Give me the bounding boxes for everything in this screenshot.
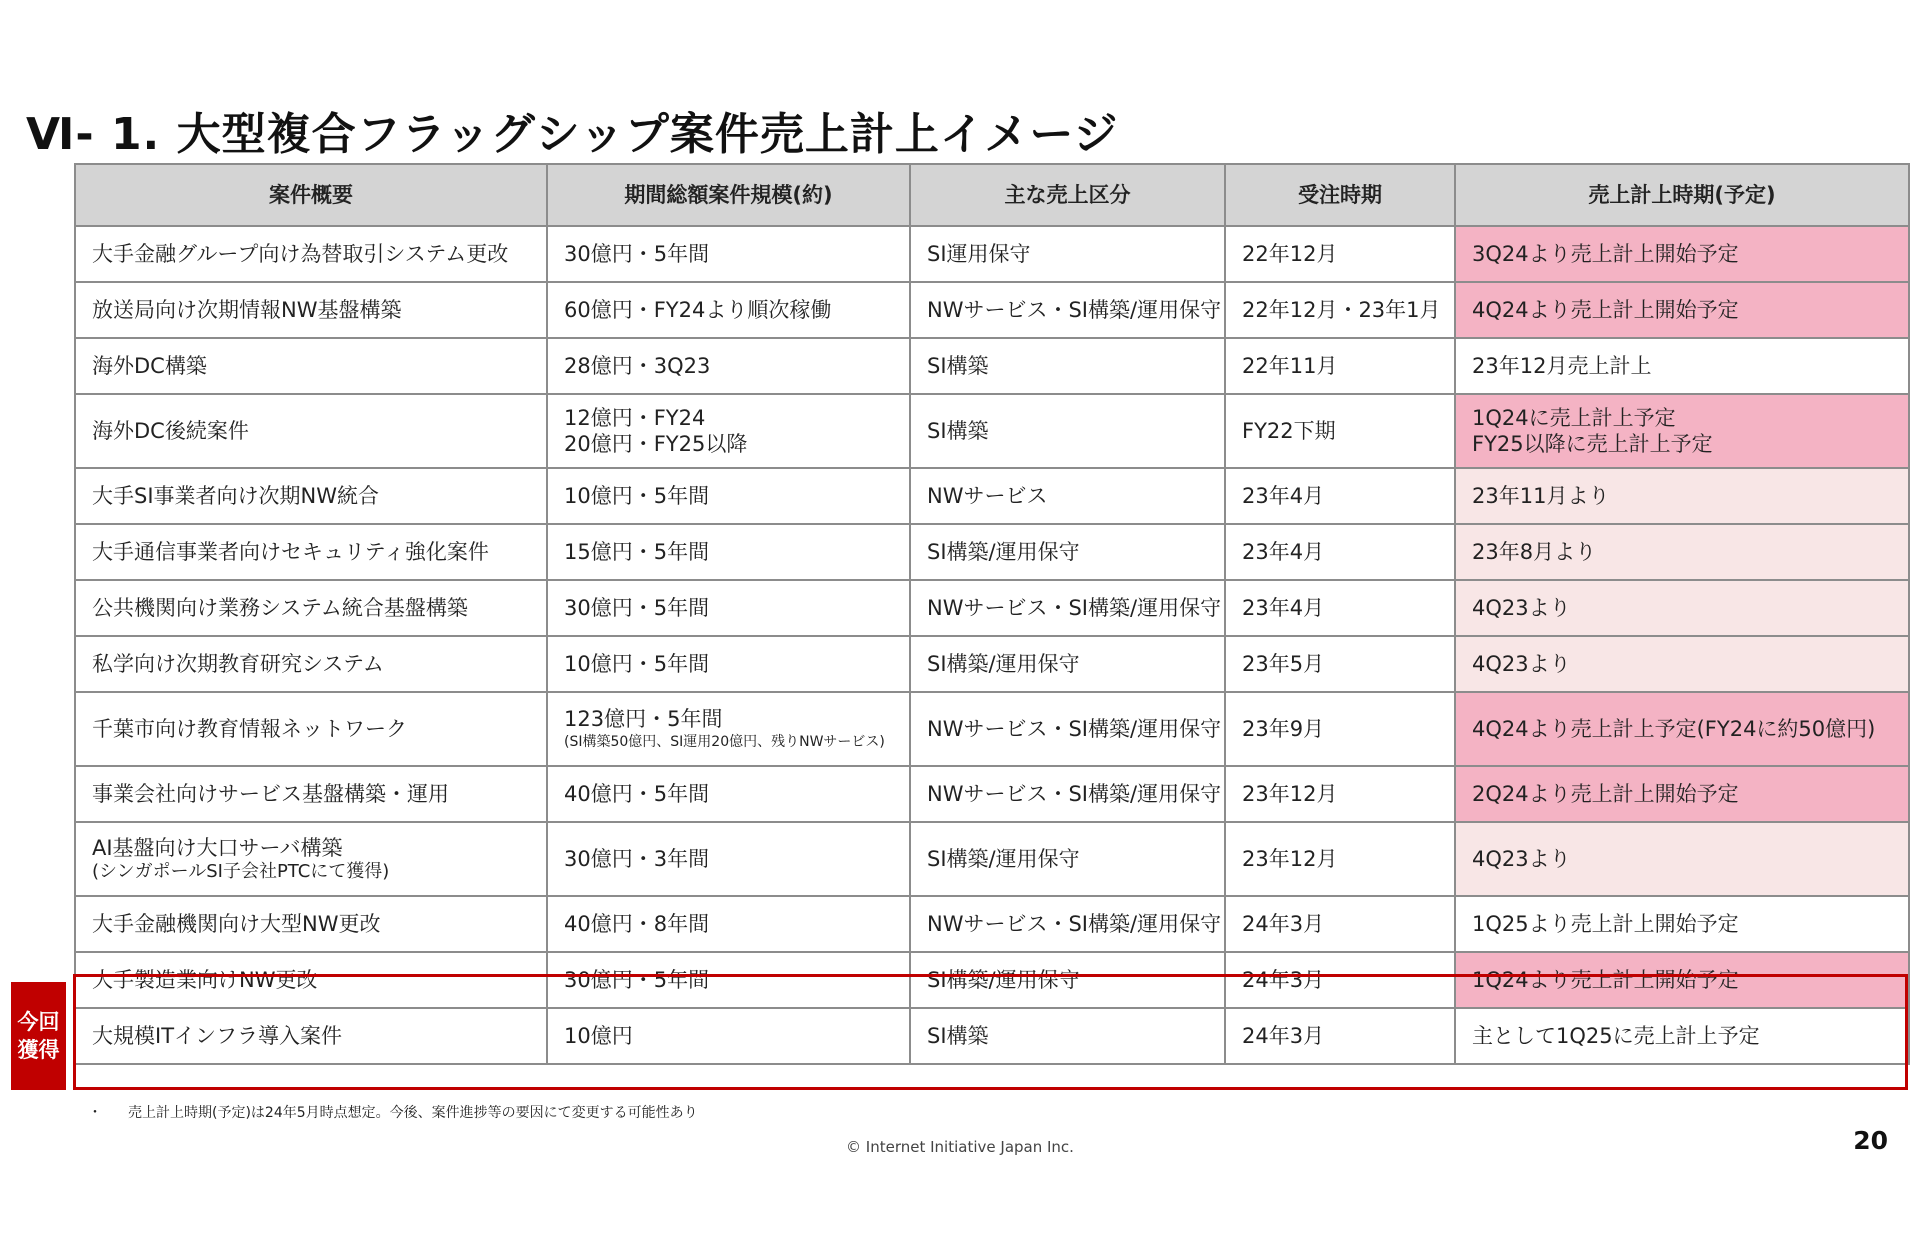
new-acquisition-label xyxy=(11,982,66,1090)
cell-project-scale: 10億円 xyxy=(547,1008,910,1064)
cell-revenue-category: SI構築/運用保守 xyxy=(910,636,1225,692)
cell-revenue-schedule: 23年8月より xyxy=(1455,524,1909,580)
cell-order-period: FY22下期 xyxy=(1225,394,1455,468)
cell-project-name: 公共機関向け業務システム統合基盤構築 xyxy=(75,580,547,636)
scale-line-2: 20億円・FY25以降 xyxy=(564,432,748,456)
page-title: Ⅵ- 1. 大型複合フラッグシップ案件売上計上イメージ xyxy=(26,109,1119,160)
cell-order-period: 23年5月 xyxy=(1225,636,1455,692)
cell-order-period: 22年11月 xyxy=(1225,338,1455,394)
cell-revenue-schedule: 1Q24より売上計上開始予定 xyxy=(1455,952,1909,1008)
cell-order-period: 24年3月 xyxy=(1225,952,1455,1008)
cell-revenue-schedule: 4Q24より売上計上開始予定 xyxy=(1455,282,1909,338)
cell-project-name: 海外DC構築 xyxy=(75,338,547,394)
cell-revenue-schedule: 4Q23より xyxy=(1455,822,1909,896)
new-label-line-1: 今回 xyxy=(17,1010,60,1034)
cell-project-scale: 30億円・5年間 xyxy=(547,580,910,636)
cell-revenue-schedule: 1Q25より売上計上開始予定 xyxy=(1455,896,1909,952)
cell-revenue-category: SI運用保守 xyxy=(910,226,1225,282)
cell-revenue-schedule xyxy=(1455,394,1909,468)
cell-revenue-schedule: 23年11月より xyxy=(1455,468,1909,524)
cell-revenue-category: NWサービス・SI構築/運用保守 xyxy=(910,580,1225,636)
footnote-bullet: ・ xyxy=(88,1105,102,1121)
header-project-scale: 期間総額案件規模(約) xyxy=(547,164,910,226)
cell-project-name: 大規模ITインフラ導入案件 xyxy=(75,1008,547,1064)
cell-project-scale: 40億円・5年間 xyxy=(547,766,910,822)
project-name-note: (シンガポールSI子会社PTCにて獲得) xyxy=(92,861,390,882)
table-row-new xyxy=(75,1008,1909,1064)
cell-project-name: 大手金融グループ向け為替取引システム更改 xyxy=(75,226,547,282)
header-order-period: 受注時期 xyxy=(1225,164,1455,226)
table-row xyxy=(75,692,1909,766)
cell-project-name: 大手金融機関向け大型NW更改 xyxy=(75,896,547,952)
new-label-line-2: 獲得 xyxy=(17,1038,60,1062)
footnote xyxy=(88,1102,698,1122)
header-revenue-category: 主な売上区分 xyxy=(910,164,1225,226)
cell-revenue-schedule: 3Q24より売上計上開始予定 xyxy=(1455,226,1909,282)
cell-revenue-category: NWサービス・SI構築/運用保守 xyxy=(910,766,1225,822)
cell-project-name: 大手製造業向けNW更改 xyxy=(75,952,547,1008)
table-row xyxy=(75,282,1909,338)
cell-project-scale xyxy=(547,692,910,766)
table-row xyxy=(75,766,1909,822)
cell-order-period: 23年4月 xyxy=(1225,524,1455,580)
cell-project-name xyxy=(75,822,547,896)
cell-project-scale: 10億円・5年間 xyxy=(547,636,910,692)
project-name-line: AI基盤向け大口サーバ構築 xyxy=(92,836,343,860)
copyright: © Internet Initiative Japan Inc. xyxy=(846,1138,1074,1156)
table-row xyxy=(75,394,1909,468)
cell-revenue-schedule: 2Q24より売上計上開始予定 xyxy=(1455,766,1909,822)
scale-line-1: 12億円・FY24 xyxy=(564,406,706,430)
table-row xyxy=(75,896,1909,952)
cell-revenue-category: SI構築 xyxy=(910,338,1225,394)
cell-revenue-category: SI構築 xyxy=(910,394,1225,468)
cell-revenue-category: NWサービス・SI構築/運用保守 xyxy=(910,692,1225,766)
cell-revenue-schedule: 4Q24より売上計上予定(FY24に約50億円) xyxy=(1455,692,1909,766)
header-revenue-schedule: 売上計上時期(予定) xyxy=(1455,164,1909,226)
cell-project-name: 事業会社向けサービス基盤構築・運用 xyxy=(75,766,547,822)
cell-project-scale: 30億円・5年間 xyxy=(547,226,910,282)
cell-project-scale: 30億円・3年間 xyxy=(547,822,910,896)
scale-note: (SI構築50億円、SI運用20億円、残りNWサービス) xyxy=(564,734,885,750)
cell-order-period: 22年12月 xyxy=(1225,226,1455,282)
cell-order-period: 23年12月 xyxy=(1225,822,1455,896)
cell-revenue-category: SI構築/運用保守 xyxy=(910,952,1225,1008)
cell-revenue-schedule: 4Q23より xyxy=(1455,580,1909,636)
cell-project-scale: 40億円・8年間 xyxy=(547,896,910,952)
cell-project-scale: 30億円・5年間 xyxy=(547,952,910,1008)
cell-revenue-category: NWサービス・SI構築/運用保守 xyxy=(910,896,1225,952)
table-row xyxy=(75,226,1909,282)
cell-revenue-schedule: 4Q23より xyxy=(1455,636,1909,692)
cell-revenue-category: NWサービス・SI構築/運用保守 xyxy=(910,282,1225,338)
scale-line-1: 123億円・5年間 xyxy=(564,707,723,731)
cell-project-name: 大手通信事業者向けセキュリティ強化案件 xyxy=(75,524,547,580)
table-row xyxy=(75,338,1909,394)
table-row xyxy=(75,822,1909,896)
page-number: 20 xyxy=(1853,1126,1888,1155)
table-row xyxy=(75,636,1909,692)
cell-project-name: 海外DC後続案件 xyxy=(75,394,547,468)
cell-project-scale: 28億円・3Q23 xyxy=(547,338,910,394)
cell-project-scale: 60億円・FY24より順次稼働 xyxy=(547,282,910,338)
projects-table xyxy=(74,163,1910,1065)
cell-revenue-category: SI構築/運用保守 xyxy=(910,822,1225,896)
cell-revenue-category: SI構築/運用保守 xyxy=(910,524,1225,580)
cell-order-period: 24年3月 xyxy=(1225,1008,1455,1064)
cell-project-name: 私学向け次期教育研究システム xyxy=(75,636,547,692)
table-row-new xyxy=(75,952,1909,1008)
cell-revenue-schedule: 主として1Q25に売上計上予定 xyxy=(1455,1008,1909,1064)
cell-order-period: 23年9月 xyxy=(1225,692,1455,766)
cell-order-period: 23年12月 xyxy=(1225,766,1455,822)
cell-revenue-category: SI構築 xyxy=(910,1008,1225,1064)
cell-project-name: 大手SI事業者向け次期NW統合 xyxy=(75,468,547,524)
schedule-line-2: FY25以降に売上計上予定 xyxy=(1472,432,1713,456)
cell-revenue-schedule: 23年12月売上計上 xyxy=(1455,338,1909,394)
table-row xyxy=(75,580,1909,636)
footnote-text: 売上計上時期(予定)は24年5月時点想定。今後、案件進捗等の要因にて変更する可能性あり xyxy=(128,1105,698,1121)
cell-order-period: 24年3月 xyxy=(1225,896,1455,952)
header-project-summary: 案件概要 xyxy=(75,164,547,226)
cell-project-scale: 15億円・5年間 xyxy=(547,524,910,580)
cell-order-period: 22年12月・23年1月 xyxy=(1225,282,1455,338)
cell-order-period: 23年4月 xyxy=(1225,468,1455,524)
cell-project-name: 千葉市向け教育情報ネットワーク xyxy=(75,692,547,766)
cell-order-period: 23年4月 xyxy=(1225,580,1455,636)
cell-project-scale: 10億円・5年間 xyxy=(547,468,910,524)
cell-revenue-category: NWサービス xyxy=(910,468,1225,524)
cell-project-name: 放送局向け次期情報NW基盤構築 xyxy=(75,282,547,338)
table-row xyxy=(75,524,1909,580)
cell-project-scale xyxy=(547,394,910,468)
table-row xyxy=(75,468,1909,524)
table-header-row xyxy=(75,164,1909,226)
schedule-line-1: 1Q24に売上計上予定 xyxy=(1472,406,1676,430)
